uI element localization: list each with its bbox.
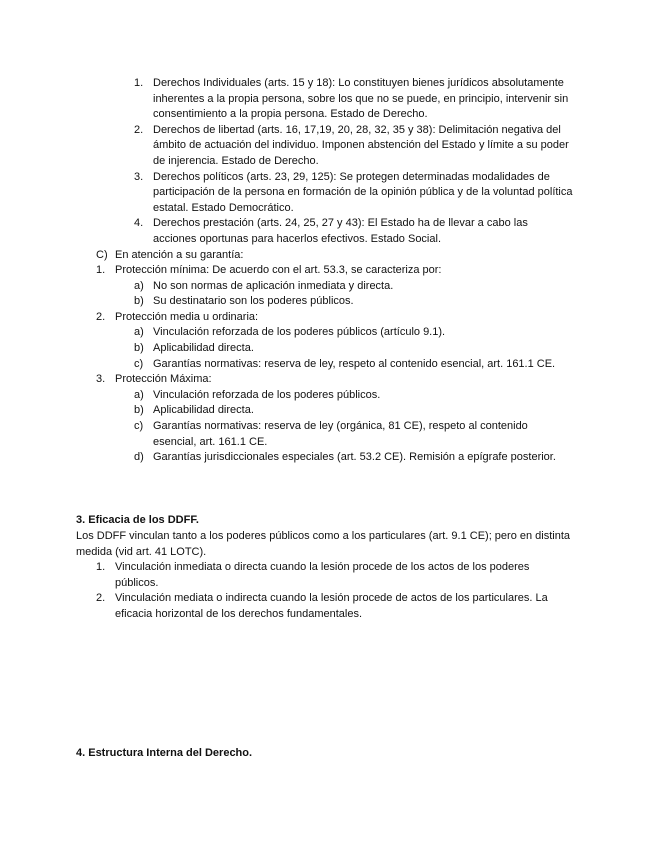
sub-item-text: Aplicabilidad directa. — [153, 341, 254, 354]
guarantee-item — [96, 310, 575, 326]
guarantee-item — [96, 372, 575, 388]
rights-list — [134, 76, 573, 248]
list-item — [96, 591, 575, 622]
sub-list-item — [134, 450, 573, 466]
sub-list — [134, 388, 573, 466]
sub-list — [134, 279, 573, 310]
list-item-number: 2. — [96, 592, 106, 605]
list-item — [96, 560, 575, 591]
section-c-label: C) — [96, 249, 108, 261]
list-item-number: 3. — [134, 170, 144, 183]
sub-list-item — [134, 419, 573, 450]
list-item-number: 1. — [96, 561, 106, 573]
guarantee-text: Protección Máxima: — [115, 373, 212, 386]
section-3-list — [96, 560, 575, 622]
sub-item-letter: c) — [134, 419, 144, 432]
guarantee-text: Protección media u ordinaria: — [115, 310, 259, 323]
list-item — [134, 170, 573, 217]
sub-item-letter: b) — [134, 295, 144, 308]
sub-list — [134, 325, 573, 372]
sub-item-letter: b) — [134, 404, 144, 417]
sub-list-item — [134, 294, 573, 310]
list-item-text: Vinculación inmediata o directa cuando la lesión procede de los actos de los poderes públicos. — [115, 561, 530, 589]
sub-item-text: Garantías normativas: reserva de ley (orgánica, 81 CE), respeto al contenido esencial, art. 161.1 CE. — [153, 419, 528, 448]
list-item-text: Derechos políticos (arts. 23, 29, 125): Se protegen determinadas modalidades de participación de la persona en formación de la opinión pública y de la voluntad política estatal. Estado Democrático. — [153, 170, 573, 214]
guarantee-number: 1. — [96, 264, 106, 276]
sub-item-letter: d) — [134, 451, 144, 464]
list-item-text: Derechos de libertad (arts. 16, 17,19, 20, 28, 32, 35 y 38): Delimitación negativa del ámbito de actuación del individuo. Imponen abstención del Estado y límite a su poder de injerencia. Estado de Derecho. — [153, 123, 569, 167]
list-item-text: Derechos prestación (arts. 24, 25, 27 y 43): El Estado ha de llevar a cabo las acciones oportunas para hacerlos efectivos. Estado Social. — [153, 217, 528, 245]
list-item — [134, 216, 573, 247]
sub-item-letter: a) — [134, 279, 144, 292]
section-4-heading: 4. Estructura Interna del Derecho. — [76, 747, 253, 759]
sub-item-letter: b) — [134, 341, 144, 354]
sub-list-item — [134, 403, 573, 419]
sub-item-letter: a) — [134, 326, 144, 339]
sub-list-item — [134, 357, 573, 373]
section-c-text: En atención a su garantía: — [115, 249, 244, 261]
sub-item-text: Su destinatario son los poderes públicos. — [153, 295, 354, 308]
list-item-number: 4. — [134, 217, 144, 230]
sub-item-letter: a) — [134, 388, 144, 401]
list-item-number: 2. — [134, 123, 144, 136]
sub-item-letter: c) — [134, 357, 144, 370]
sub-list-item — [134, 388, 573, 404]
list-item-text: Vinculación mediata o indirecta cuando la lesión procede de actos de los particulares. La eficacia horizontal de los derechos fundamentales. — [115, 592, 548, 620]
section-3-intro: Los DDFF vinculan tanto a los poderes públicos como a los particulares (art. 9.1 CE); pero en distinta medida (vid art. 41 LOTC). — [76, 530, 571, 558]
guarantee-list — [96, 263, 575, 466]
guarantee-item — [96, 263, 575, 279]
sub-item-text: No son normas de aplicación inmediata y directa. — [153, 279, 394, 292]
sub-item-text: Vinculación reforzada de los poderes públicos. — [153, 388, 381, 401]
list-item — [134, 76, 573, 123]
sub-item-text: Vinculación reforzada de los poderes públicos (artículo 9.1). — [153, 326, 446, 339]
guarantee-number: 3. — [96, 373, 106, 386]
section-3-heading: 3. Eficacia de los DDFF. — [76, 514, 199, 526]
guarantee-text: Protección mínima: De acuerdo con el art. 53.3, se caracteriza por: — [115, 264, 442, 276]
sub-list-item — [134, 279, 573, 295]
sub-list-item — [134, 325, 573, 341]
guarantee-number: 2. — [96, 310, 106, 323]
list-item-number: 1. — [134, 77, 144, 89]
sub-list-item — [134, 341, 573, 357]
sub-item-text: Garantías jurisdiccionales especiales (art. 53.2 CE). Remisión a epígrafe posterior. — [153, 451, 556, 464]
section-c-heading — [96, 248, 575, 264]
sub-item-text: Aplicabilidad directa. — [153, 404, 254, 417]
list-item — [134, 123, 573, 170]
list-item-text: Derechos Individuales (arts. 15 y 18): Lo constituyen bienes jurídicos absolutamente inherentes a la propia persona, sobre los que no se puede, en principio, intervenir sin consentimiento a la propia persona. Estado de Derecho. — [153, 77, 569, 121]
sub-item-text: Garantías normativas: reserva de ley, respeto al contenido esencial, art. 161.1 CE. — [153, 357, 556, 370]
